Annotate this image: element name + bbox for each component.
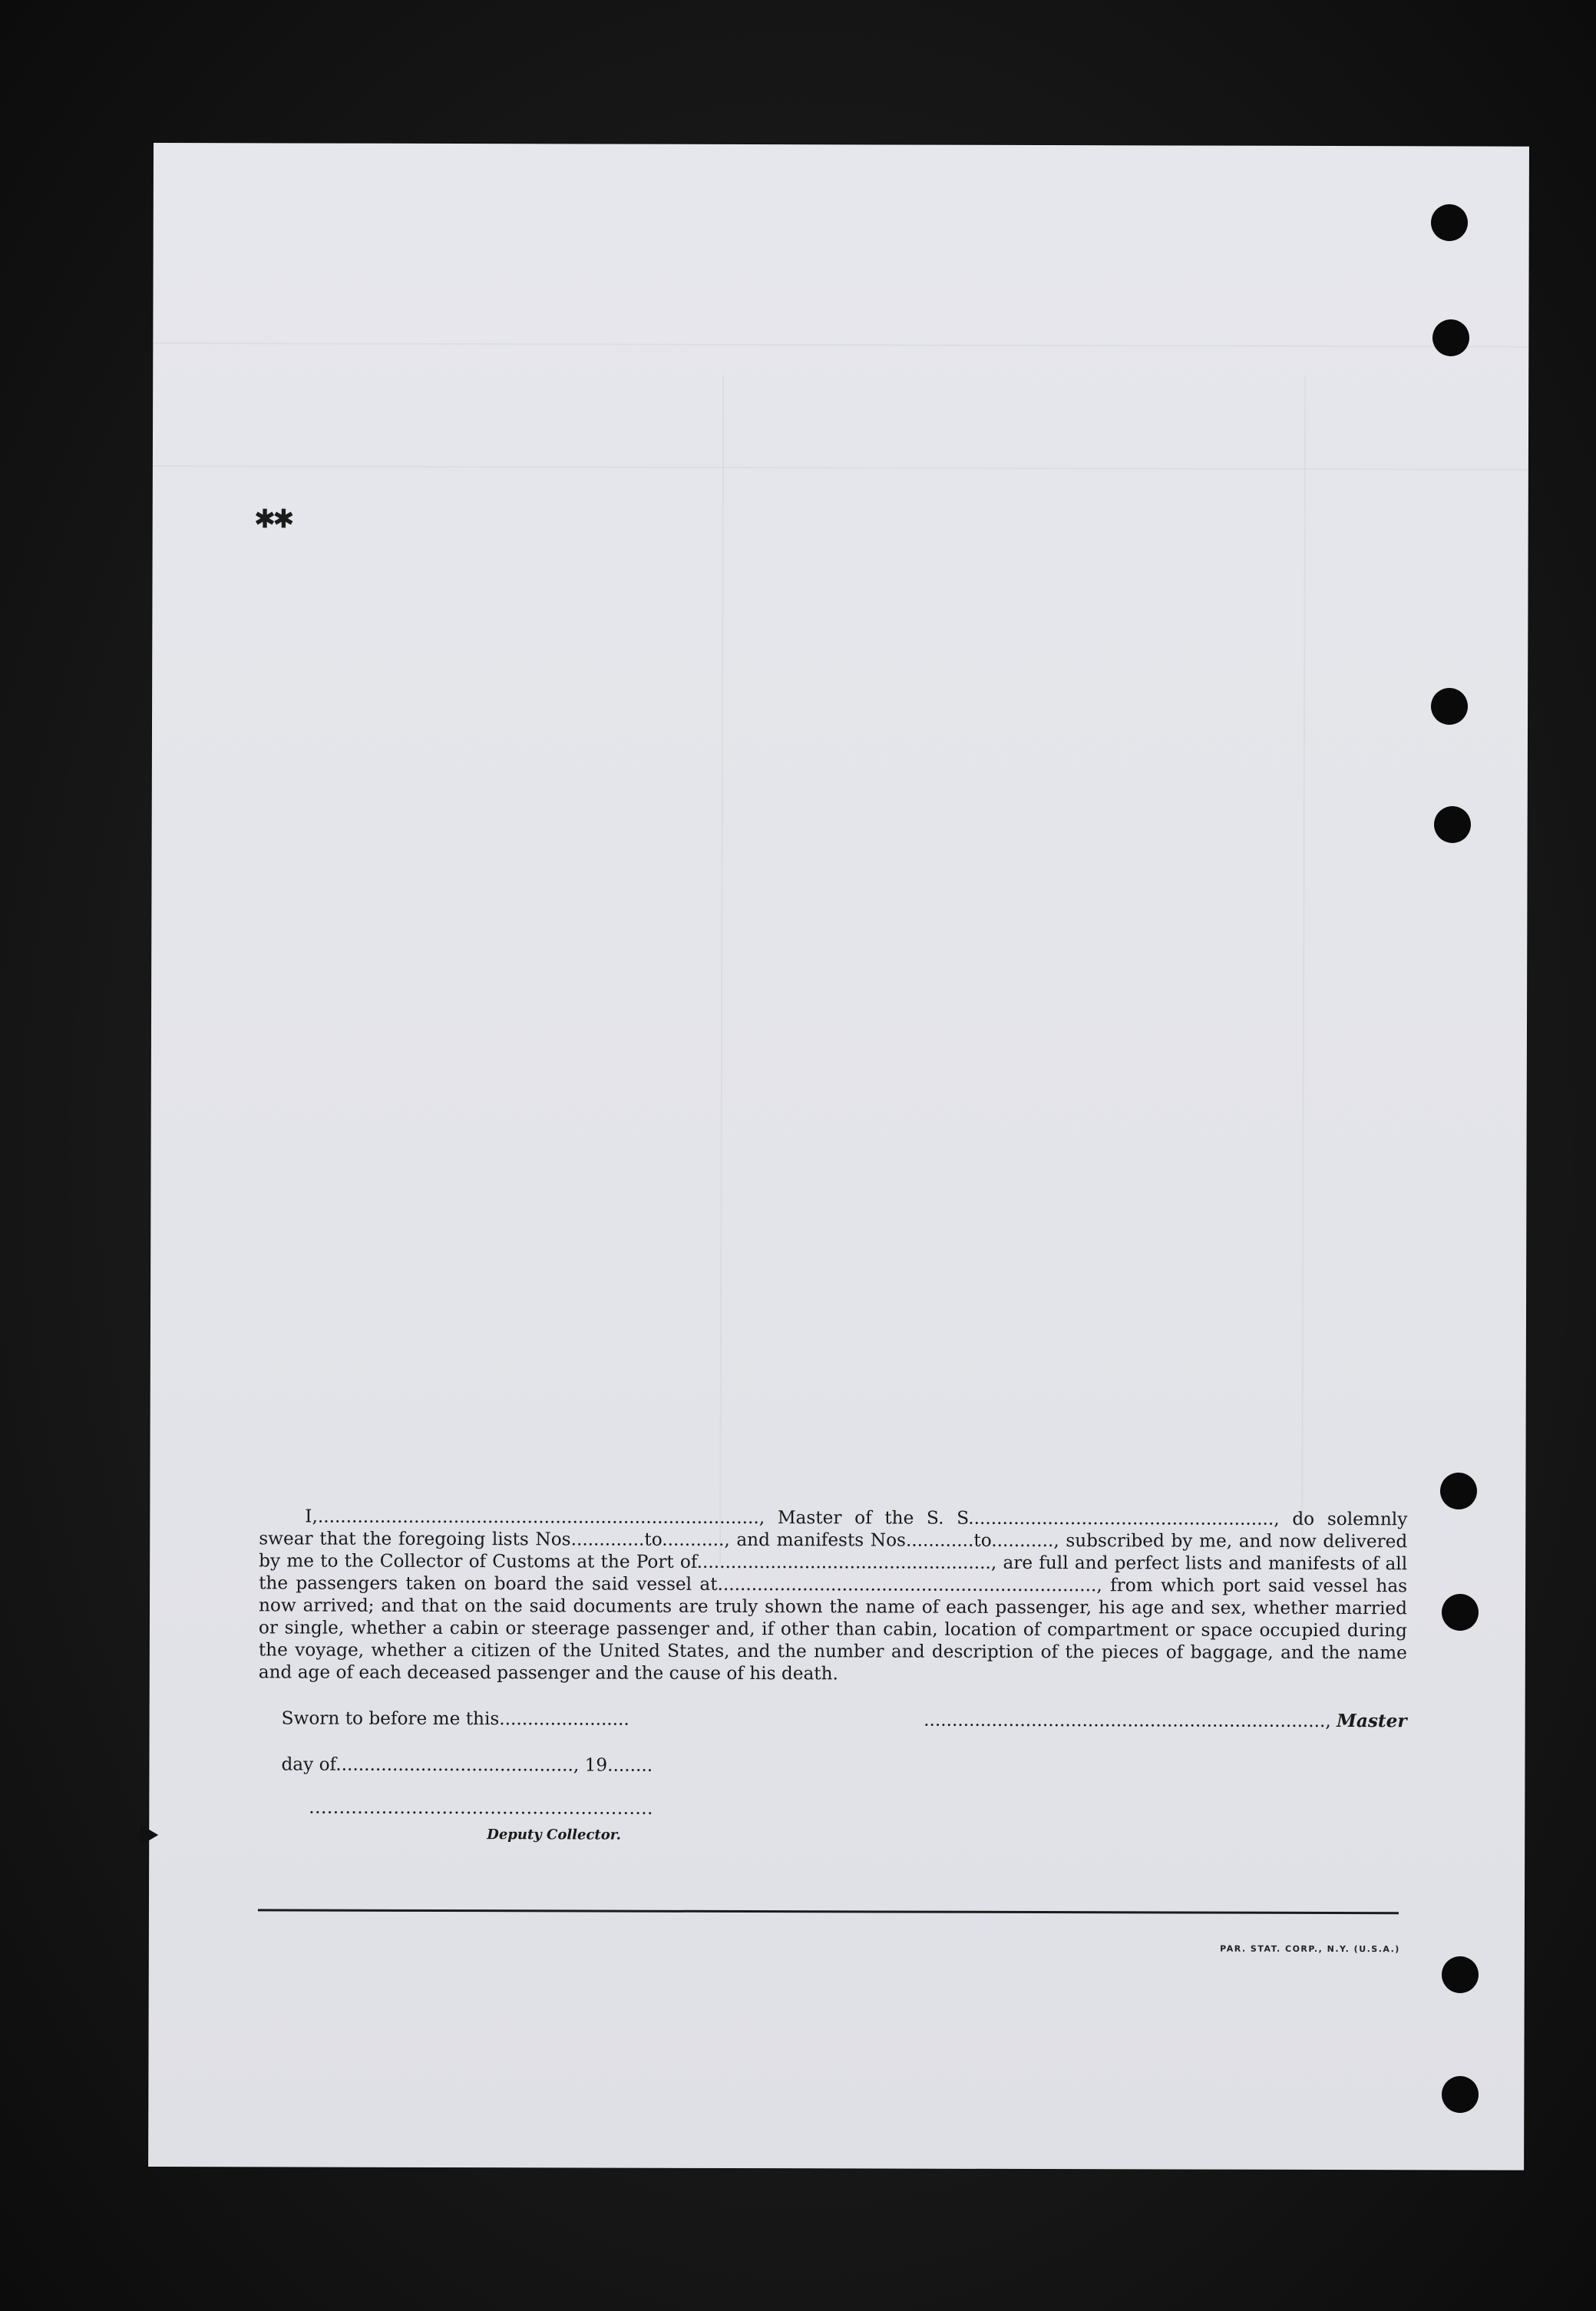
ink-smudge: ✱✱ bbox=[253, 504, 292, 535]
bleed-through-line bbox=[153, 342, 1528, 348]
sworn-text: Sworn to before me this....................... bbox=[281, 1708, 629, 1730]
punch-hole bbox=[1442, 2076, 1479, 2113]
punch-hole bbox=[1434, 806, 1471, 843]
manifest-page bbox=[148, 143, 1529, 2170]
punch-hole bbox=[1442, 1956, 1479, 1993]
bleed-through-line bbox=[1301, 376, 1306, 1566]
punch-hole bbox=[1431, 204, 1468, 241]
master-label: Master bbox=[1337, 1711, 1407, 1732]
master-signature-line: ......................................................................., bbox=[924, 1709, 1331, 1732]
bleed-through-line bbox=[719, 375, 724, 1565]
day-of-line: day of.........................................., 19........ bbox=[281, 1754, 653, 1776]
master-signature bbox=[924, 1710, 1407, 1732]
deputy-collector-label: Deputy Collector. bbox=[487, 1827, 621, 1843]
edge-tab-mark bbox=[140, 1824, 158, 1846]
punch-hole bbox=[1432, 319, 1469, 356]
bottom-rule bbox=[258, 1909, 1399, 1914]
oath-text: I,.............................................................................., Master of the S. S......................................................, do solemnly swear that the foregoing lists Nos.............to..........., and manifests Nos............to..........., subscribed by me, and now delivered by me to the Collector of Customs at the Port of...................................................., are full and perfect lists and manifests of all the passengers taken on board the said vessel at..................................................................., from which port said vessel has now arrived; and that on the said documents are truly shown the name of each passenger, his age and sex, whether married or single, whether a cabin or steerage passenger and, if other than cabin, location of compartment or space occupied during the voyage, whether a citizen of the United States, and the number and description of the pieces of baggage, and the name and age of each deceased passenger and the cause of his death. bbox=[258, 1506, 1408, 1684]
deputy-signature-line: ......................................................... bbox=[309, 1797, 653, 1819]
punch-hole bbox=[1442, 1594, 1479, 1631]
printer-imprint: PAR. STAT. CORP., N.Y. (U.S.A.) bbox=[1220, 1943, 1400, 1955]
oath-paragraph bbox=[259, 1505, 1408, 1686]
punch-hole bbox=[1440, 1473, 1477, 1509]
punch-hole bbox=[1431, 688, 1468, 725]
signature-row bbox=[259, 1708, 1407, 1732]
bleed-through-line bbox=[153, 465, 1528, 471]
